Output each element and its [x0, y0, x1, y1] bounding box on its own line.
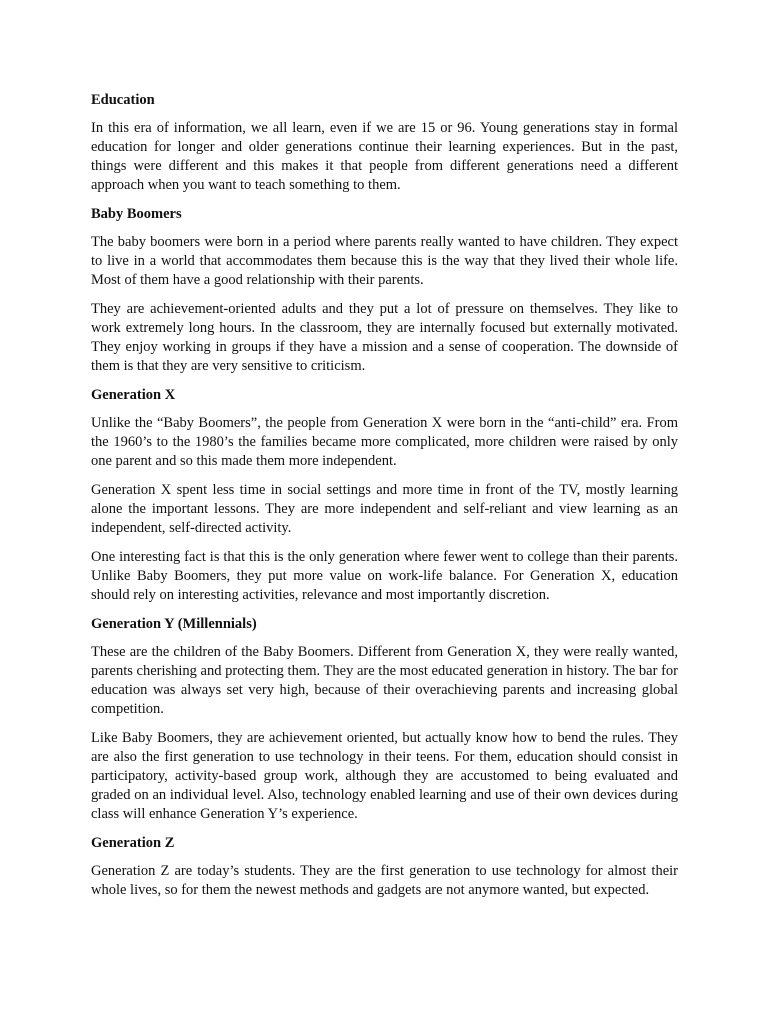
section-heading: Generation X: [91, 387, 176, 403]
section-generation-x: [91, 386, 678, 605]
section-heading: Baby Boomers: [91, 206, 182, 222]
paragraph: One interesting fact is that this is the only generation where fewer went to college than their parents. Unlike Baby Boomers, they put more value on work-life balance. For Generation X, education should rely on interesting activities, relevance and most importantly discretion.: [91, 549, 678, 603]
section-heading: Generation Y (Millennials): [91, 616, 257, 632]
paragraph: Like Baby Boomers, they are achievement oriented, but actually know how to bend the rules. They are also the first generation to use technology in their teens. For them, education should consist in participatory, activity-based group work, although they are accustomed to being evaluated and graded on an individual level. Also, technology enabled learning and use of their own devices during class will enhance Generation Y’s experience.: [91, 730, 678, 822]
paragraph: Unlike the “Baby Boomers”, the people from Generation X were born in the “anti-child” era. From the 1960’s to the 1980’s the families became more complicated, more children were raised by only one parent and so this made them more independent.: [91, 415, 678, 469]
paragraph: They are achievement-oriented adults and they put a lot of pressure on themselves. They like to work extremely long hours. In the classroom, they are internally focused but externally motivated. They enjoy working in groups if they have a mission and a sense of cooperation. The downside of them is that they are very sensitive to criticism.: [91, 301, 678, 374]
section-education: [91, 91, 678, 195]
paragraph: The baby boomers were born in a period where parents really wanted to have children. They expect to live in a world that accommodates them because this is the way that they lived their whole life. Most of them have a good relationship with their parents.: [91, 234, 678, 288]
paragraph: Generation Z are today’s students. They are the first generation to use technology for almost their whole lives, so for them the newest methods and gadgets are not anymore wanted, but expected.: [91, 863, 678, 898]
section-generation-y: [91, 615, 678, 824]
section-baby-boomers: [91, 205, 678, 376]
paragraph: In this era of information, we all learn, even if we are 15 or 96. Young generations stay in formal education for longer and older generations continue their learning experiences. But in the past, things were different and this makes it that people from different generations need a different approach when you want to teach something to them.: [91, 120, 678, 193]
section-heading: Education: [91, 92, 155, 108]
document-page: [91, 91, 678, 900]
paragraph: Generation X spent less time in social settings and more time in front of the TV, mostly learning alone the important lessons. They are more independent and self-reliant and view learning as an independent, self-directed activity.: [91, 482, 678, 536]
section-heading: Generation Z: [91, 835, 175, 851]
paragraph: These are the children of the Baby Boomers. Different from Generation X, they were really wanted, parents cherishing and protecting them. They are the most educated generation in history. The bar for education was always set very high, because of their overachieving parents and increasing global competition.: [91, 644, 678, 717]
section-generation-z: [91, 834, 678, 900]
